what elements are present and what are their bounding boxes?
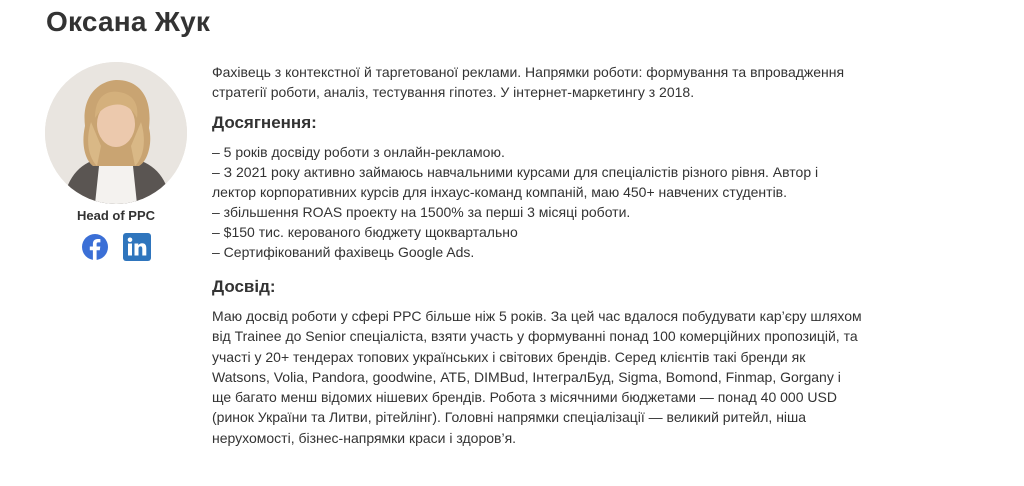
person-name: Оксана Жук xyxy=(46,6,211,37)
bio-content xyxy=(212,62,862,448)
intro-text: Фахівець з контекстної й таргетованої реклами. Напрямки роботи: формування та впровадження стратегії роботи, аналіз, тестування гіпотез. У інтернет-маркетингу з 2018. xyxy=(212,64,845,100)
achievements-heading: Досягнення: xyxy=(212,113,317,132)
list-item: – $150 тис. керованого бюджету щоквартально xyxy=(212,224,518,240)
avatar xyxy=(45,62,187,204)
list-item: – З 2021 року активно займаюсь навчальними курсами для спеціалістів різного рівня. Автор і лектор корпоративних курсів для інхаус-команд компаній, маю 450+ навчених студентів. xyxy=(212,164,819,200)
facebook-icon xyxy=(81,233,109,261)
role-title: Head of PPC xyxy=(76,208,155,223)
list-item: – збільшення ROAS проекту на 1500% за перші 3 місяці роботи. xyxy=(212,204,631,220)
achievements-list xyxy=(212,142,862,262)
experience-text: Маю досвід роботи у сфері PPC більше ніж 5 років. За цей час вдалося побудувати кар’єру шляхом від Trainee до Senior спеціаліста, взяти участь у формуванні понад 100 комерційних пропозицій, та участі у 20+ тендерах топових українських і світових брендів. Серед клієнтів такі бренди як Watsons, Volia, Pandora, goodwine, АТБ, DIMBud, ІнтегралБуд, Sigma, Bomond, Finmap, Gorgany і ще багато менш відомих нішевих брендів. Робота з місячними бюджетами — понад 40 000 USD (ринок України та Литви, рітейлінг). Головні напрямки спеціалізації — великий ритейл, ніша нерухомості, бізнес-напрямки краси і здоров’я. xyxy=(212,308,862,446)
list-item: – Сертифікований фахівець Google Ads. xyxy=(212,244,475,260)
linkedin-link[interactable] xyxy=(123,233,151,261)
list-item: – 5 років досвіду роботи з онлайн-рекламою. xyxy=(212,144,505,160)
experience-heading: Досвід: xyxy=(212,277,276,296)
profile-column xyxy=(44,62,188,261)
social-links xyxy=(81,233,151,261)
linkedin-icon xyxy=(123,233,151,261)
avatar-photo xyxy=(45,62,187,204)
facebook-link[interactable] xyxy=(81,233,109,261)
